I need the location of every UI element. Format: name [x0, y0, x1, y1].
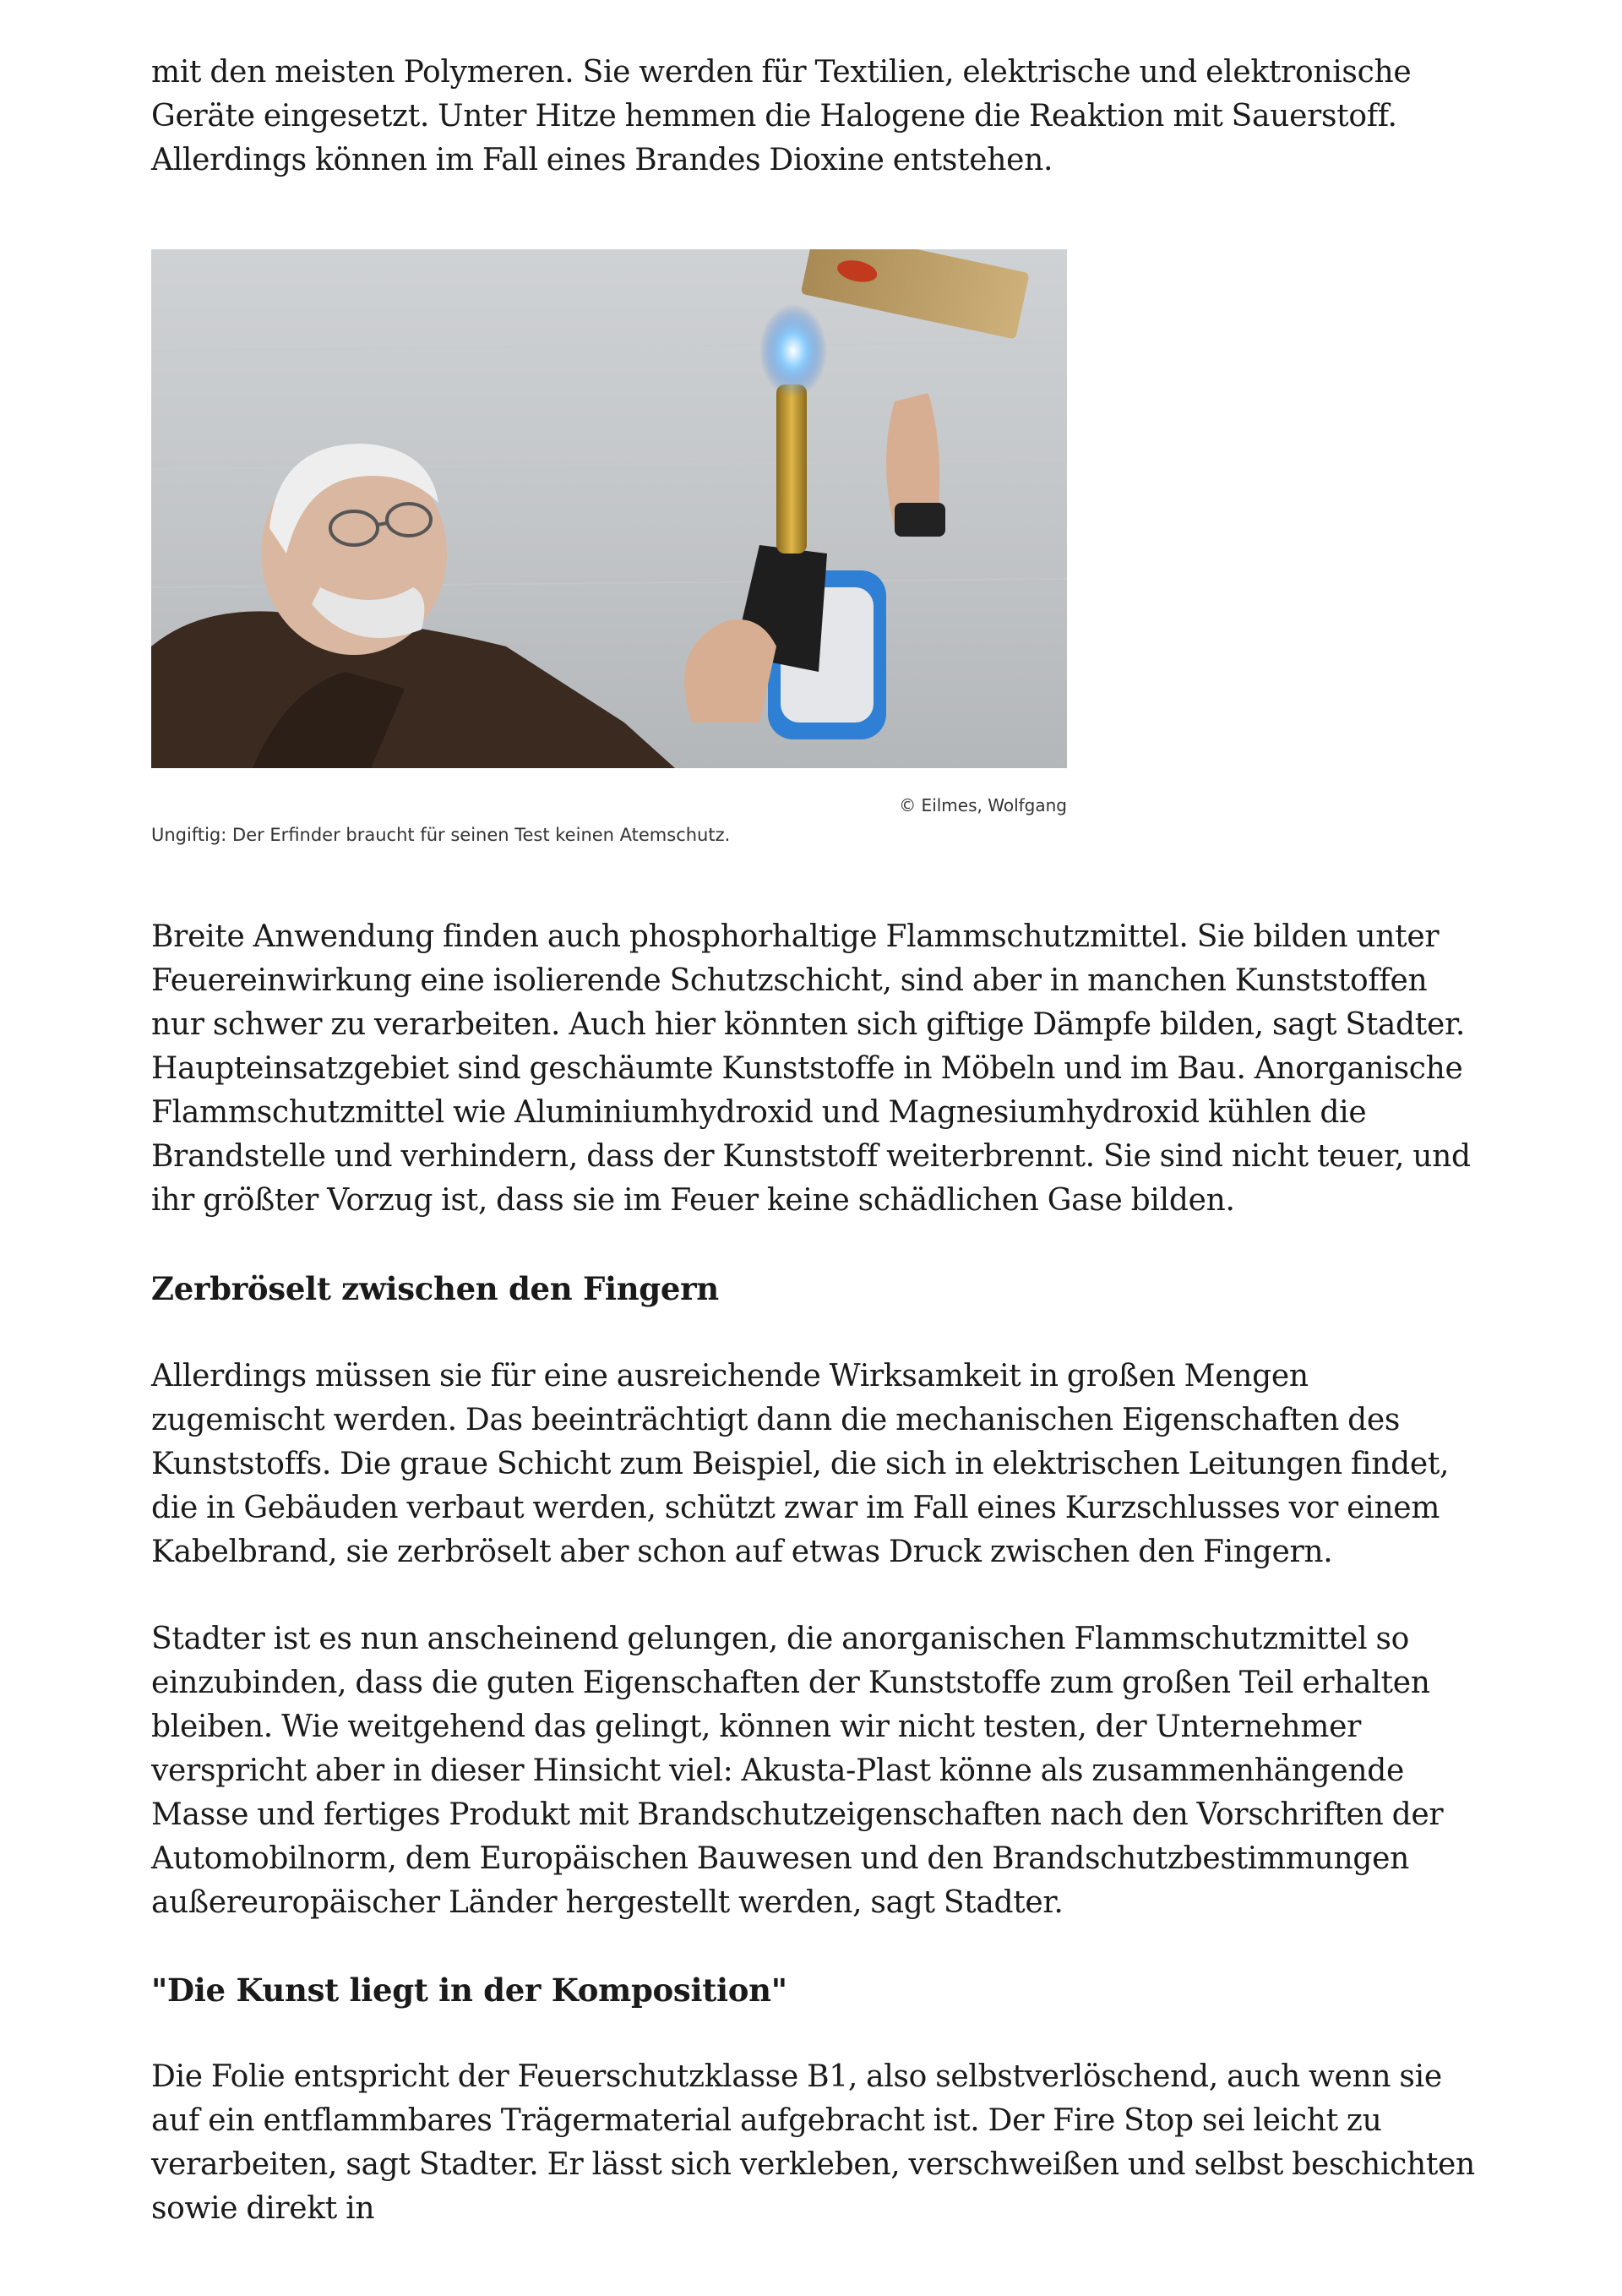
- photo-credit: © Eilmes, Wolfgang: [899, 795, 1067, 815]
- paragraph-2-block: [151, 915, 1486, 1223]
- section-heading-2: "Die Kunst liegt in der Komposition": [151, 1972, 787, 2009]
- paragraph-3: Allerdings müssen sie für eine ausreichende Wirksamkeit in großen Mengen zugemischt werden. Das beeinträchtigt dann die mechanischen Eigenschaften des Kunststoffs. Die graue Schicht zum Beispiel, die sich in elektrischen Leitungen findet, die in Gebäuden verbaut werden, schützt zwar im Fall eines Kurzschlusses vor einem Kabelbrand, sie zerbröselt aber schon auf etwas Druck zwischen den Fingern.: [151, 1359, 1450, 1569]
- intro-paragraph-block: [151, 51, 1486, 183]
- section-heading-1: Zerbröselt zwischen den Fingern: [151, 1270, 719, 1307]
- paragraph-5: Die Folie entspricht der Feuerschutzklasse B1, also selbstverlöschend, auch wenn sie auf ein entflammbares Trägermaterial aufgebracht ist. Der Fire Stop sei leicht zu verarbeiten, sagt Stadter. Er lässt sich verkleben, verschweißen und selbst beschichten sowie direkt in: [151, 2059, 1475, 2226]
- paragraph-4: Stadter ist es nun anscheinend gelungen, die anorganischen Flammschutzmittel so einzubinden, dass die guten Eigenschaften der Kunststoffe zum großen Teil erhalten bleiben. Wie weitgehend das gelingt, können wir nicht testen, der Unternehmer verspricht aber in dieser Hinsicht viel: Akusta-Plast könne als zusammenhängende Masse und fertiges Produkt mit Brandschutzeigenschaften nach den Vorschriften der Automobilnorm, dem Europäischen Bauwesen und den Brandschutzbestimmungen außereuropäischer Länder hergestellt werden, sagt Stadter.: [151, 1622, 1444, 1920]
- intro-paragraph: mit den meisten Polymeren. Sie werden für Textilien, elektrische und elektronische Geräte eingesetzt. Unter Hitze hemmen die Halogene die Reaktion mit Sauerstoff. Allerdings können im Fall eines Brandes Dioxine entstehen.: [151, 55, 1412, 177]
- inventor-photo: [151, 249, 1067, 768]
- heading-2-block: [151, 1968, 1486, 2012]
- article-figure: [151, 249, 1067, 845]
- paragraph-5-block: [151, 2055, 1486, 2231]
- paragraph-3-block: [151, 1355, 1486, 1574]
- figure-caption: Ungiftig: Der Erfinder braucht für seinen Test keinen Atemschutz.: [151, 825, 731, 845]
- paragraph-4-block: [151, 1617, 1486, 1925]
- paragraph-2: Breite Anwendung finden auch phosphorhaltige Flammschutzmittel. Sie bilden unter Feuereinwirkung eine isolierende Schutzschicht, sind aber in manchen Kunststoffen nur schwer zu verarbeiten. Auch hier könnten sich giftige Dämpfe bilden, sagt Stadter. Haupteinsatzgebiet sind geschäumte Kunststoffe in Möbeln und im Bau. Anorganische Flammschutzmittel wie Aluminiumhydroxid und Magnesiumhydroxid kühlen die Brandstelle und verhindern, dass der Kunststoff weiterbrennt. Sie sind nicht teuer, und ihr größter Vorzug ist, dass sie im Feuer keine schädlichen Gase bilden.: [151, 919, 1471, 1218]
- heading-1-block: [151, 1267, 1486, 1311]
